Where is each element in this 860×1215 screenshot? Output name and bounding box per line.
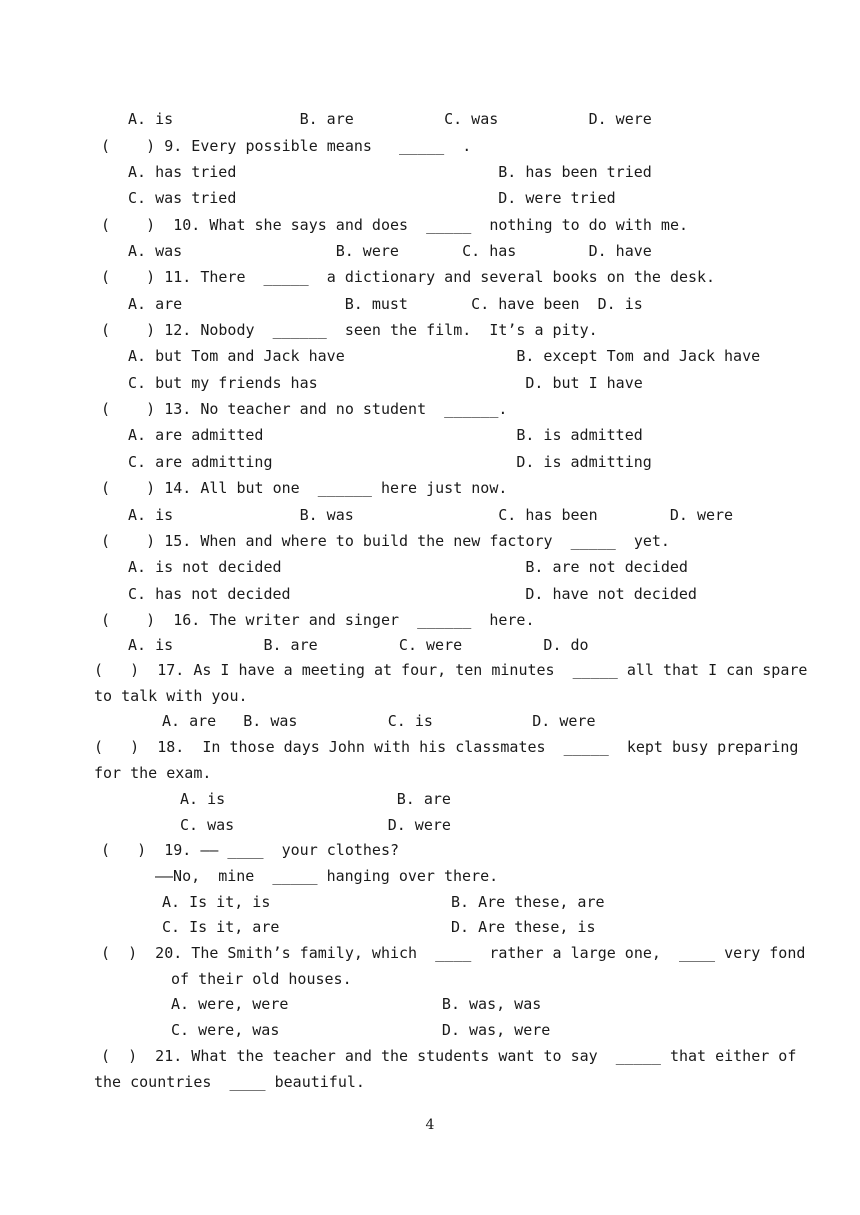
text-line: A. Is it, is B. Are these, are (162, 893, 605, 911)
text-line: ( ) 13. No teacher and no student ______. (101, 400, 508, 418)
text-line: A. was B. were C. has D. have (128, 242, 652, 260)
text-line: the countries ____ beautiful. (94, 1073, 365, 1091)
page-number: 4 (425, 1117, 435, 1133)
text-line: ( ) 20. The Smith’s family, which ____ rather a large one, ____ very fond (101, 944, 806, 962)
text-line: C. has not decided D. have not decided (128, 585, 697, 603)
text-line: C. was tried D. were tried (128, 189, 616, 207)
text-line: ( ) 12. Nobody ______ seen the film. It’s a pity. (101, 321, 598, 339)
text-line: ( ) 18. In those days John with his classmates _____ kept busy preparing (94, 738, 799, 756)
text-line: for the exam. (94, 764, 212, 782)
text-line: A. is B. are C. was D. were (128, 110, 652, 128)
text-line: ( ) 14. All but one ______ here just now. (101, 479, 508, 497)
text-line: A. has tried B. has been tried (128, 163, 652, 181)
text-line: ( ) 11. There _____ a dictionary and several books on the desk. (101, 268, 716, 286)
text-line: A. are B. must C. have been D. is (128, 295, 643, 313)
text-line: ( ) 21. What the teacher and the students want to say _____ that either of (101, 1047, 797, 1065)
text-line: ( ) 16. The writer and singer ______ here. (101, 611, 535, 629)
text-line: A. were, were B. was, was (171, 995, 542, 1013)
text-line: ( ) 17. As I have a meeting at four, ten minutes _____ all that I can spare (94, 661, 808, 679)
text-line: C. Is it, are D. Are these, is (162, 918, 596, 936)
text-line: A. are B. was C. is D. were (162, 712, 596, 730)
text-line: ( ) 9. Every possible means _____ . (101, 137, 472, 155)
text-line: to talk with you. (94, 687, 248, 705)
text-line: A. is not decided B. are not decided (128, 558, 688, 576)
text-line: C. but my friends has D. but I have (128, 374, 643, 392)
text-line: C. were, was D. was, were (171, 1021, 551, 1039)
text-line: ( ) 15. When and where to build the new factory _____ yet. (101, 532, 670, 550)
text-line: A. but Tom and Jack have B. except Tom and Jack have (128, 347, 761, 365)
text-line: C. was D. were (180, 816, 451, 834)
text-line: A. are admitted B. is admitted (128, 426, 643, 444)
text-line: of their old houses. (171, 970, 352, 988)
text-line: A. is B. are (180, 790, 451, 808)
text-line: ( ) 19. —— ____ your clothes? (101, 841, 400, 859)
text-line: A. is B. was C. has been D. were (128, 506, 734, 524)
text-line: C. are admitting D. is admitting (128, 453, 652, 471)
text-line: ——No, mine _____ hanging over there. (155, 867, 499, 885)
text-line: ( ) 10. What she says and does _____ nothing to do with me. (101, 216, 688, 234)
text-line: A. is B. are C. were D. do (128, 636, 589, 654)
